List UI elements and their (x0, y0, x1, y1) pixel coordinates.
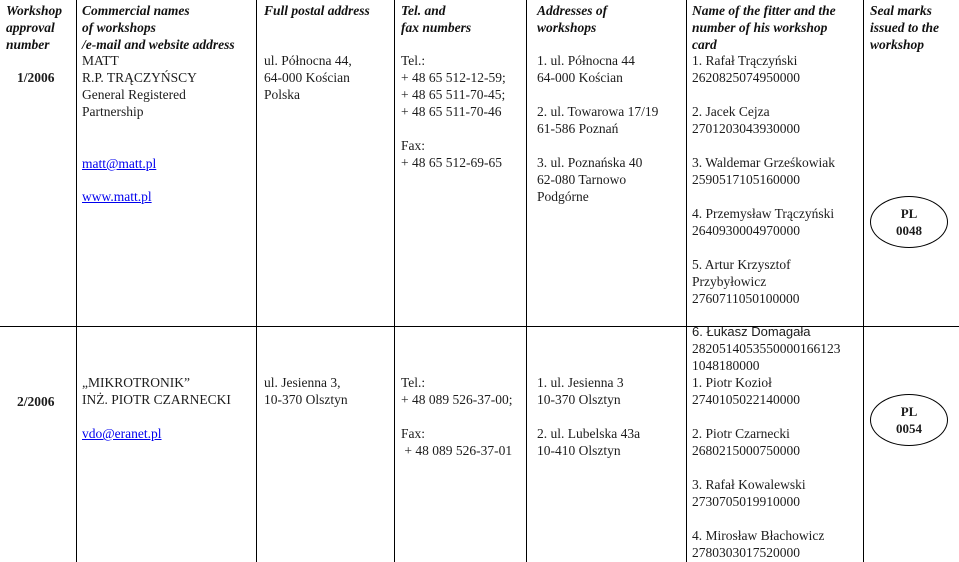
header-postal-address: Full postal address (264, 3, 370, 18)
workshop-address: 1. ul. Północna 44 64-000 Kościan (537, 53, 635, 85)
fitter-entry: 2. Jacek Cejza 2701203043930000 (692, 104, 800, 136)
workshop-address: 3. ul. Poznańska 40 62-080 Tarnowo Podgórne (537, 155, 643, 204)
fitter-entry: 1. Rafał Trączyński 2620825074950000 (692, 53, 800, 85)
workshop-address: 2. ul. Towarowa 17/19 61-586 Poznań (537, 104, 659, 136)
approval-number: 1/2006 (17, 70, 55, 85)
company-name: „MIKROTRONIK” INŻ. PIOTR CZARNECKI (82, 375, 231, 407)
postal-address: ul. Jesienna 3, 10-370 Olsztyn (264, 375, 348, 407)
header-workshop-addresses: Addresses of workshops (537, 3, 608, 35)
approval-number: 2/2006 (17, 394, 55, 409)
fax-block: Fax: + 48 089 526-37-01 (401, 426, 513, 458)
tel-fax-block: Tel.: + 48 65 512-12-59; + 48 65 511-70-45; + 48 65 511-70-46 (401, 53, 506, 119)
email-link[interactable]: vdo@eranet.pl (82, 426, 162, 441)
fitter-entry: 4. Przemysław Trączyński 2640930004970000 (692, 206, 835, 238)
header-seal-marks: Seal marks issued to the workshop (870, 3, 940, 52)
fax-block: Fax: + 48 65 512-69-65 (401, 138, 502, 170)
fitter-entry: 5. Artur Krzysztof Przybyłowicz 2760711050100000 (692, 257, 800, 306)
header-fitter-names: Name of the fitter and the number of his workshop card (692, 3, 836, 52)
header-tel-fax: Tel. and fax numbers (401, 3, 472, 35)
fitter-entry: 1. Piotr Kozioł 2740105022140000 (692, 375, 800, 407)
workshop-address: 1. ul. Jesienna 3 10-370 Olsztyn (537, 375, 624, 407)
company-name: MATT R.P. TRĄCZYŃSCY General Registered Partnership (82, 53, 197, 119)
tel-fax-block: Tel.: + 48 089 526-37-00; (401, 375, 513, 407)
seal-mark: PL 0054 (870, 394, 948, 446)
col-divider-4 (526, 0, 527, 562)
website-link[interactable]: www.matt.pl (82, 189, 152, 204)
workshop-address: 2. ul. Lubelska 43a 10-410 Olsztyn (537, 426, 641, 458)
postal-address: ul. Północna 44, 64-000 Kościan Polska (264, 53, 352, 102)
fitter-entry: 2. Piotr Czarnecki 2680215000750000 (692, 426, 800, 458)
col-divider-2 (256, 0, 257, 562)
col-divider-3 (394, 0, 395, 562)
fitter-entry: 6. Łukasz Domagała 2820514053550000166123 1048180000 (692, 324, 841, 373)
fitter-entry: 3. Waldemar Grześkowiak 2590517105160000 (692, 155, 835, 187)
col-divider-5 (686, 0, 687, 562)
col-divider-1 (76, 0, 77, 562)
seal-mark: PL 0048 (870, 196, 948, 248)
email-link[interactable]: matt@matt.pl (82, 156, 157, 171)
header-approval-number: Workshop approval number (6, 3, 63, 52)
header-commercial-names: Commercial names of workshops /e-mail and website address (82, 3, 235, 52)
fitter-entry: 3. Rafał Kowalewski 2730705019910000 (692, 477, 806, 509)
col-divider-6 (863, 0, 864, 562)
fitter-entry: 4. Mirosław Błachowicz 2780303017520000 (692, 528, 825, 560)
